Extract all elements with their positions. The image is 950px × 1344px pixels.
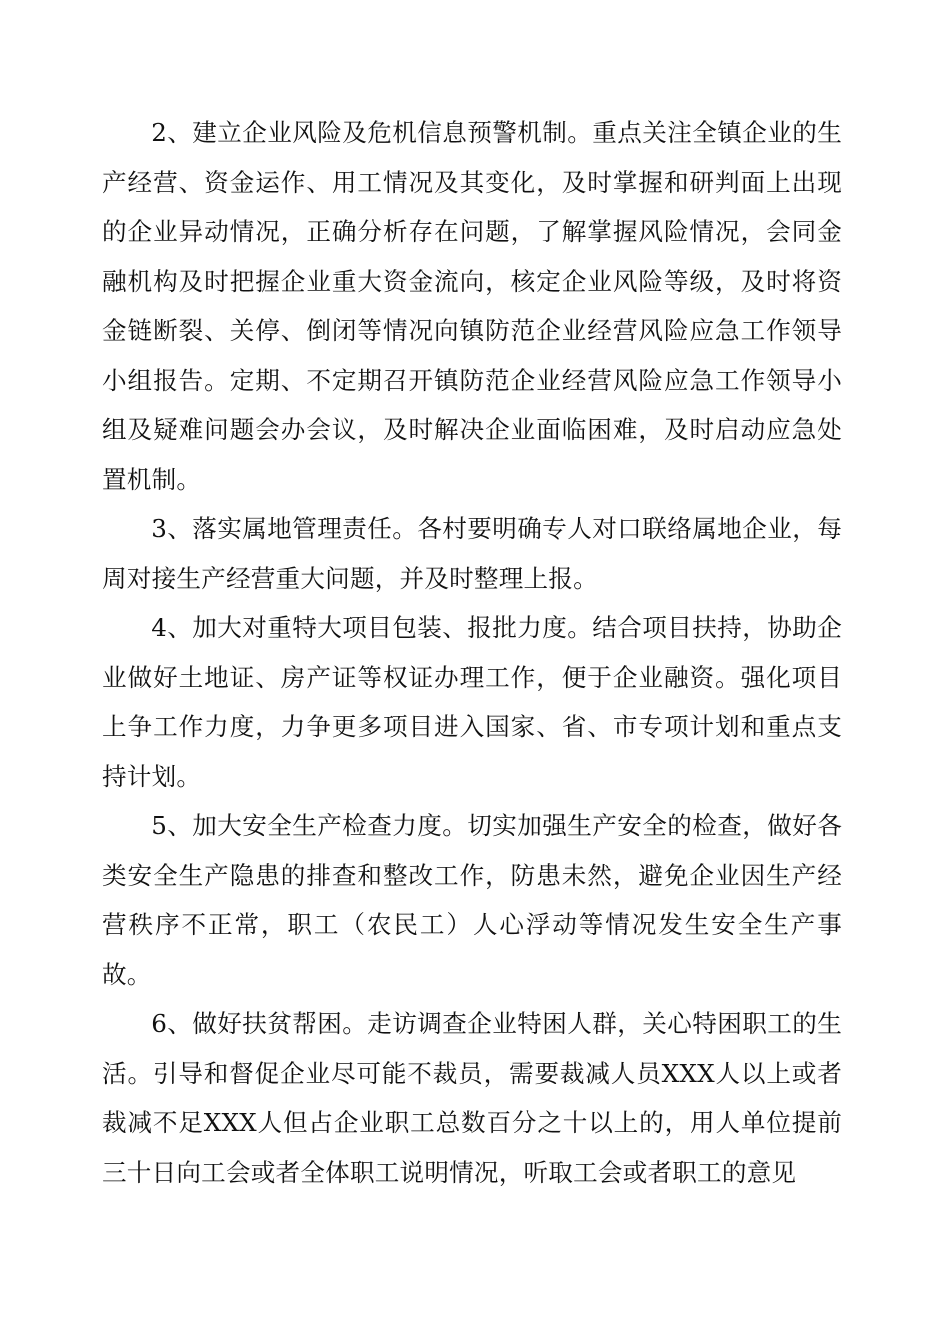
paragraph-item-3: 3、落实属地管理责任。各村要明确专人对口联络属地企业，每周对接生产经营重大问题，并及时整理上报。 — [102, 514, 842, 593]
document-body — [102, 108, 842, 1197]
paragraph-item-6: 6、做好扶贫帮困。走访调查企业特困人群，关心特困职工的生活。引导和督促企业尽可能不裁员，需要裁减人员XXX人以上或者裁减不足XXX人但占企业职工总数百分之十以上的，用人单位提前三十日向工会或者全体职工说明情况，听取工会或者职工的意见 — [102, 1009, 842, 1187]
paragraph-item-2: 2、建立企业风险及危机信息预警机制。重点关注全镇企业的生产经营、资金运作、用工情况及其变化，及时掌握和研判面上出现的企业异动情况，正确分析存在问题，了解掌握风险情况，会同金融机构及时把握企业重大资金流向，核定企业风险等级，及时将资金链断裂、关停、倒闭等情况向镇防范企业经营风险应急工作领导小组报告。定期、不定期召开镇防范企业经营风险应急工作领导小组及疑难问题会办会议，及时解决企业面临困难，及时启动应急处置机制。 — [102, 118, 842, 494]
paragraph-item-5: 5、加大安全生产检查力度。切实加强生产安全的检查，做好各类安全生产隐患的排查和整改工作，防患未然，避免企业因生产经营秩序不正常，职工（农民工）人心浮动等情况发生安全生产事故。 — [102, 811, 842, 989]
paragraph-item-4: 4、加大对重特大项目包装、报批力度。结合项目扶持，协助企业做好土地证、房产证等权证办理工作，便于企业融资。强化项目上争工作力度，力争更多项目进入国家、省、市专项计划和重点支持计划。 — [102, 613, 842, 791]
